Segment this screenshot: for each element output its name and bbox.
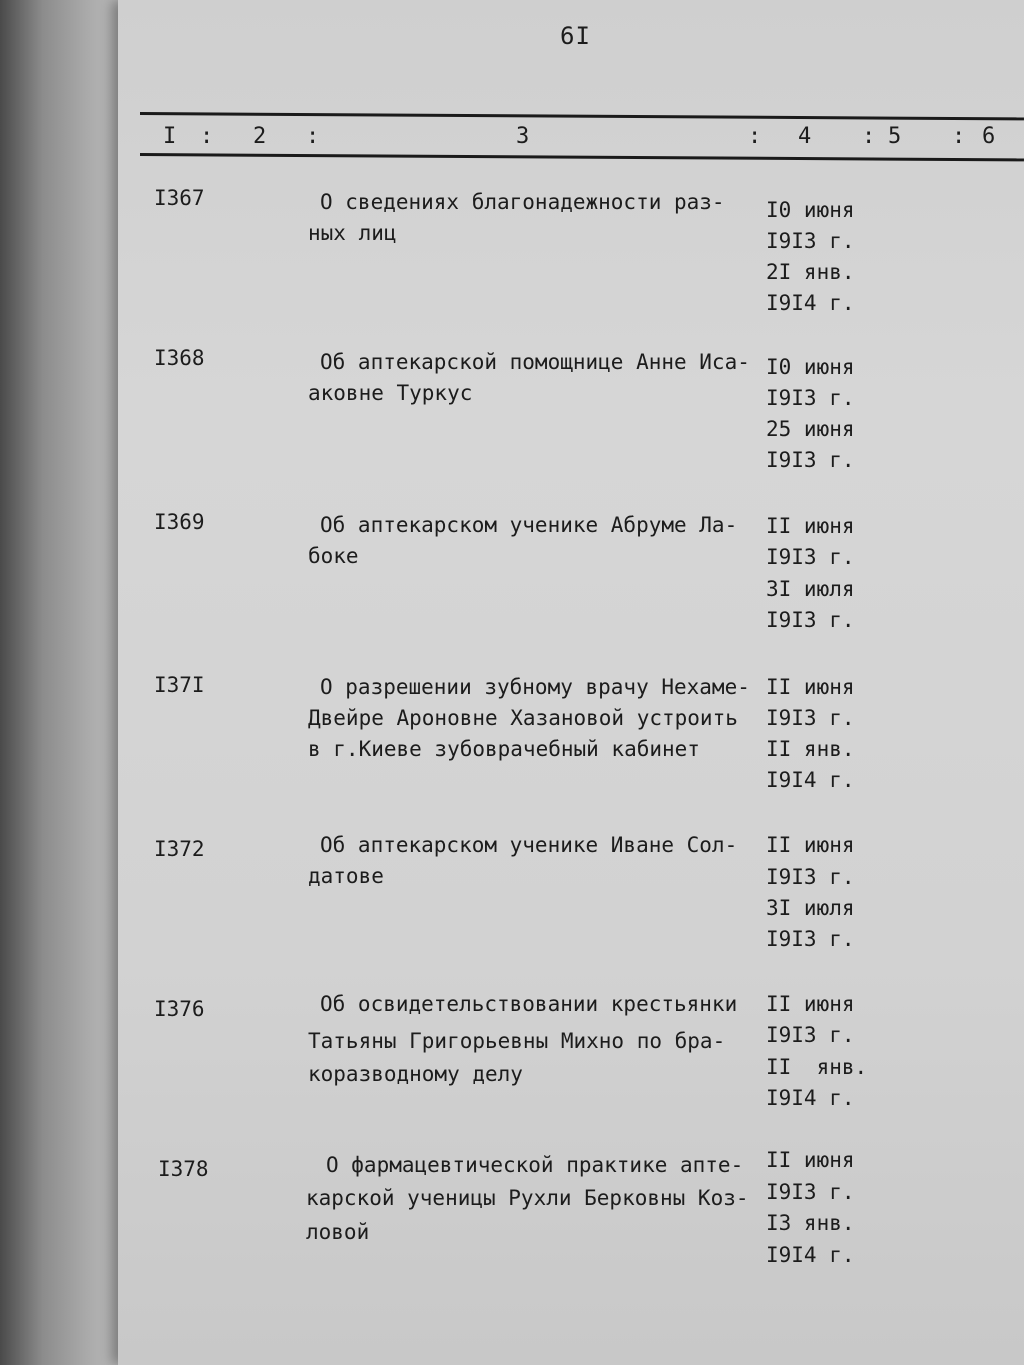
entry-date-line: II июня: [766, 1148, 855, 1172]
entry-title-line: датове: [308, 864, 384, 888]
column-header-separator: :: [200, 124, 214, 149]
entry-date-line: 3I июля: [766, 896, 855, 920]
entry-date-line: 3I июля: [766, 577, 855, 601]
entry-title-line: Татьяны Григорьевны Михно по бра-: [308, 1029, 726, 1053]
column-header-5: 5: [888, 124, 902, 149]
entry-title-line: боке: [308, 544, 359, 568]
entry-title-line: в г.Киеве зубоврачебный кабинет: [308, 737, 700, 761]
entry-date-line: I0 июня: [766, 355, 855, 379]
column-header-6: 6: [982, 124, 996, 149]
entry-title-line: Об аптекарском ученике Иване Сол-: [320, 833, 738, 857]
entry-number: I372: [154, 837, 205, 861]
column-header-1: I: [163, 124, 177, 149]
entry-date-line: I9I4 г.: [766, 1086, 855, 1110]
entry-number: I368: [154, 346, 205, 370]
entry-title-line: аковне Туркус: [308, 381, 473, 405]
page-number: 6I: [560, 22, 591, 50]
entry-number: I376: [154, 997, 205, 1021]
entry-date-line: I0 июня: [766, 198, 855, 222]
entry-number: I37I: [154, 673, 205, 697]
entry-title-line: Двейре Ароновне Хазановой устроить: [308, 706, 738, 730]
column-header-4: 4: [798, 124, 812, 149]
entry-date-line: II янв.: [766, 737, 855, 761]
entry-date-line: I9I4 г.: [766, 1243, 855, 1267]
entry-number: I367: [154, 186, 205, 210]
entry-title-line: ных лиц: [308, 221, 397, 245]
entry-date-line: I9I3 г.: [766, 865, 855, 889]
column-header-separator: :: [748, 124, 762, 149]
entry-date-line: I9I3 г.: [766, 545, 855, 569]
entry-date-line: 25 июня: [766, 417, 855, 441]
column-header-separator: :: [952, 124, 966, 149]
entry-number: I378: [158, 1157, 209, 1181]
entry-date-line: I9I4 г.: [766, 291, 855, 315]
entry-date-line: I9I3 г.: [766, 448, 855, 472]
entry-date-line: I9I3 г.: [766, 927, 855, 951]
entry-title-line: карской ученицы Рухли Берковны Коз-: [306, 1186, 749, 1210]
entry-title-line: О сведениях благонадежности раз-: [320, 190, 725, 214]
column-header-3: 3: [516, 124, 530, 149]
column-header-2: 2: [253, 124, 267, 149]
entry-date-line: II янв.: [766, 1055, 868, 1079]
entry-title-line: коразводному делу: [308, 1062, 523, 1086]
entry-date-line: I9I3 г.: [766, 608, 855, 632]
entry-date-line: II июня: [766, 992, 855, 1016]
entry-title-line: Об аптекарском ученике Абруме Ла-: [320, 513, 738, 537]
entry-number: I369: [154, 510, 205, 534]
entry-date-line: I9I3 г.: [766, 229, 855, 253]
column-header-separator: :: [306, 124, 320, 149]
entry-date-line: I9I3 г.: [766, 706, 855, 730]
entry-title-line: ловой: [306, 1220, 370, 1244]
entry-date-line: II июня: [766, 675, 855, 699]
entry-title-line: О разрешении зубному врачу Нехаме-: [320, 675, 750, 699]
entry-title-line: Об освидетельствовании крестьянки: [320, 992, 738, 1016]
column-header-separator: :: [862, 124, 876, 149]
entry-date-line: I9I3 г.: [766, 386, 855, 410]
entry-title-line: Об аптекарской помощнице Анне Иса-: [320, 350, 750, 374]
entry-date-line: 2I янв.: [766, 260, 855, 284]
entry-date-line: II июня: [766, 514, 855, 538]
entry-title-line: О фармацевтической практике апте-: [326, 1153, 744, 1177]
entry-date-line: I9I3 г.: [766, 1023, 855, 1047]
entry-date-line: I3 янв.: [766, 1211, 855, 1235]
entry-date-line: I9I4 г.: [766, 768, 855, 792]
entry-date-line: II июня: [766, 833, 855, 857]
adjacent-page-edge: [0, 0, 122, 1365]
entry-date-line: I9I3 г.: [766, 1180, 855, 1204]
